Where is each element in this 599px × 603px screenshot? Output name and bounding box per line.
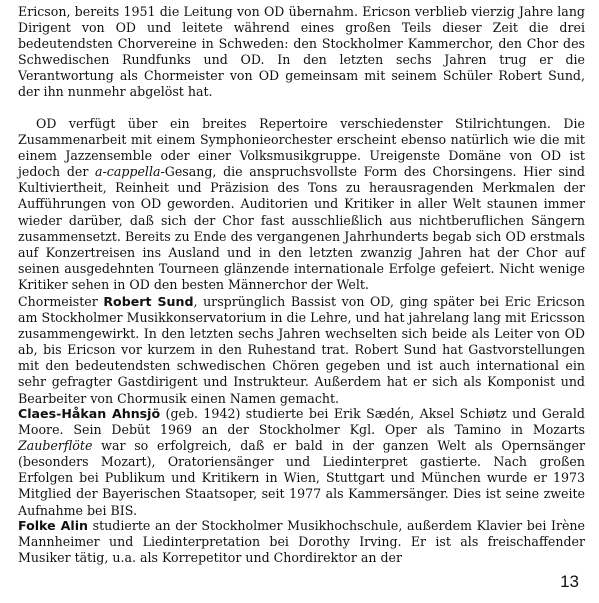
paragraph-text: war so erfolgreich, daß er bald in der ganzen Welt als Opernsänger (besonders Mozart), Oratoriensänger und Liedinterpret gastierte. Nach großen Erfolgen bei Publikum und Kritikern in Wien, Stuttgart und München wurde er 1973 Mitglied der Bayerischen Staatsoper, seit 1977 als Kammersänger. Dies ist seine zweite Aufnahme bei BIS.: [18, 438, 585, 518]
paragraph-repertoire: [18, 116, 585, 293]
italic-title: Zauberflöte: [18, 438, 93, 454]
paragraph-text: OD verfügt über ein breites Repertoire verschiedenster Stilrichtungen. Die Zusammenarbeit mit einem Symphonieorchester erscheint ebenso natürlich wie die mit einem Jazzensemble oder einer Volksmusikgruppe. Ureigenste Domäne von OD ist jedoch der: [18, 116, 585, 180]
paragraph-ahnsjo: [18, 406, 585, 519]
paragraph-text: studierte an der Stockholmer Musikhochschule, außerdem Klavier bei Irène Mannheimer und Liedinterpretation bei Dorothy Irving. Er ist als freischaffender Musiker tätig, u.a. als Korrepetitor und Chordirektor an der: [18, 518, 585, 566]
page-number: 13: [560, 572, 579, 591]
paragraph-folke-alin: [18, 518, 585, 566]
paragraph-text: , ursprünglich Bassist von OD, ging später bei Eric Ericson am Stockholmer Musikkonservatorium in die Lehre, und hat jahrelang lang mit Ericsson zusammengewirkt. In den letzten sechs Jahren wechselten sich beide als Leiter von OD ab, bis Ericson vor kurzem in den Ruhestand trat. Robert Sund hat Gastvorstellungen mit den bedeutendsten schwedischen Chören gegeben und ist auch international ein sehr gefragter Gastdirigent und Instrukteur. Außerdem hat er sich als Komponist und Bearbeiter von Chormusik einen Namen gemacht.: [18, 294, 586, 406]
paragraph-text: Chormeister: [18, 294, 104, 309]
paragraph-text: (geb. 1942) studierte bei Erik Sædén, Aksel Schiøtz und Gerald Moore. Sein Debüt 1969 an der Stockholmer Kgl. Oper als Tamino in Mozarts: [18, 406, 585, 438]
person-name: Claes-Håkan Ahnsjö: [18, 406, 161, 421]
paragraph-ericson-history: [18, 4, 585, 101]
paragraph-robert-sund: [18, 294, 585, 407]
person-name: Robert Sund: [103, 294, 194, 309]
italic-term: a-cappella: [95, 164, 161, 180]
paragraph-text: Ericson, bereits 1951 die Leitung von OD übernahm. Ericson verblieb vierzig Jahre lang Dirigent von OD und leitete während eines großen Teils dieser Zeit die drei bedeutendsten Chorvereine in Schweden: den Stockholmer Kammerchor, den Chor des Schwedischen Rundfunks und OD. In den letzten sechs Jahren trug er die Verantwortung als Chormeister von OD gemeinsam mit seinem Schüler Robert Sund, der ihn nunmehr abgelöst hat.: [18, 4, 585, 100]
person-name: Folke Alin: [18, 518, 89, 533]
paragraph-text: -Gesang, die anspruchsvollste Form des Chorsingens. Hier sind Kultiviertheit, Reinheit und Präzision des Tons zu herausragenden Merkmalen der Aufführungen von OD geworden. Auditorien und Kritiker in aller Welt staunen immer wieder darüber, daß sich der Chor fast ausschließlich aus nichtberuflichen Sängern zusammensetzt. Bereits zu Ende des vergangenen Jahrhunderts begab sich OD erstmals auf Konzertreisen ins Ausland und in den letzten zwanzig Jahren hat der Chor auf seinen ausgedehnten Tourneen glänzende internationale Erfolge gefeiert. Nicht wenige Kritiker sehen in OD den besten Männerchor der Welt.: [18, 164, 585, 292]
